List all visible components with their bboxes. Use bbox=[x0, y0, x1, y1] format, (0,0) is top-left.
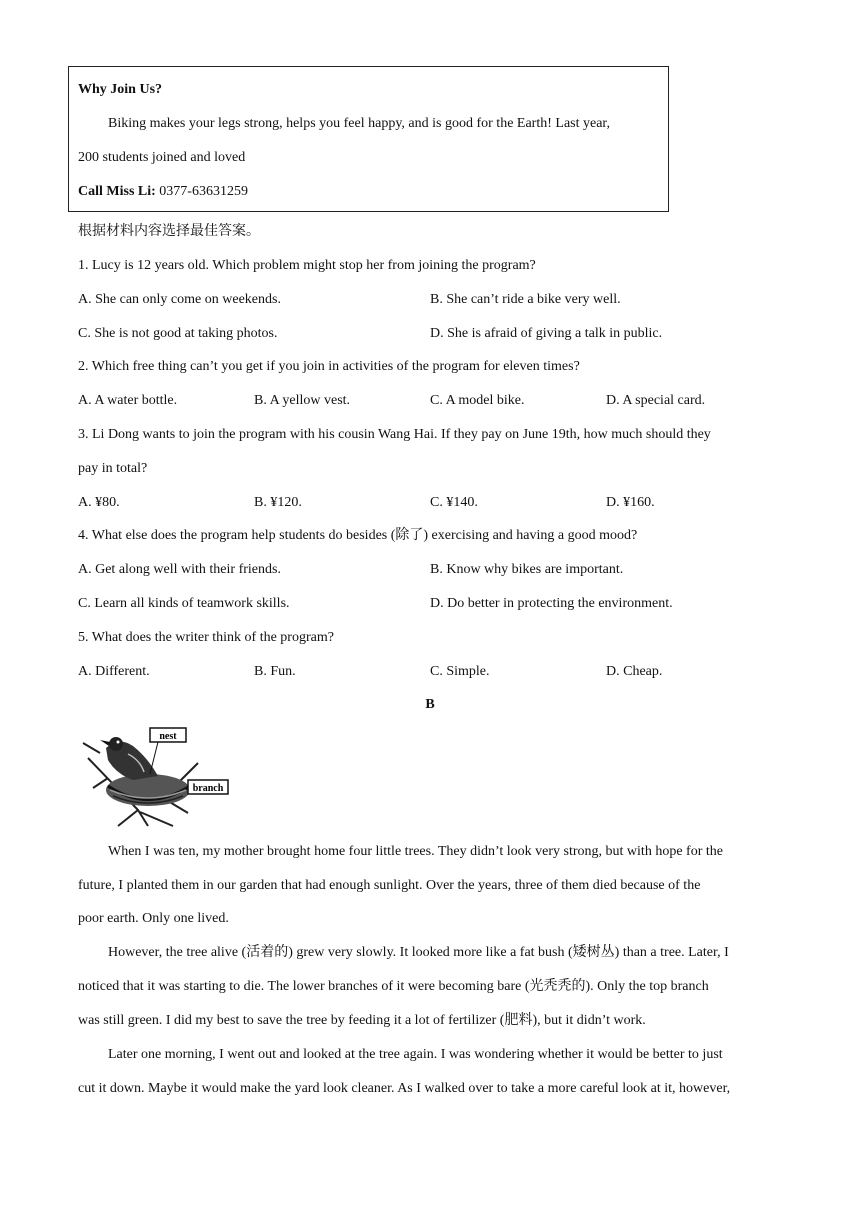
passage-line-4: However, the tree alive (活着的) grew very slowly. It looked more like a fat bush (矮树丛) than a tree. Later, I bbox=[108, 945, 729, 960]
q5-option-c: C. Simple. bbox=[430, 664, 490, 679]
passage-line-1: When I was ten, my mother brought home four little trees. They didn’t look very strong, but with hope for the bbox=[108, 844, 723, 859]
call-number: 0377-63631259 bbox=[155, 184, 248, 199]
q1-option-a: A. She can only come on weekends. bbox=[78, 292, 281, 307]
question-3-line1: 3. Li Dong wants to join the program with his cousin Wang Hai. If they pay on June 19th, how much should they bbox=[78, 427, 711, 442]
bird-nest-illustration bbox=[78, 718, 230, 828]
q2-option-c: C. A model bike. bbox=[430, 393, 525, 408]
question-5: 5. What does the writer think of the program? bbox=[78, 630, 334, 645]
q3-option-b: B. ¥120. bbox=[254, 495, 302, 510]
passage-line-3: poor earth. Only one lived. bbox=[78, 911, 229, 926]
passage-line-7: Later one morning, I went out and looked at the tree again. I was wondering whether it would be better to just bbox=[108, 1047, 723, 1062]
section-b-heading: B bbox=[425, 697, 435, 712]
q1-option-c: C. She is not good at taking photos. bbox=[78, 326, 278, 341]
passage-line-5: noticed that it was starting to die. The lower branches of it were becoming bare (光秃秃的). Only the top branch bbox=[78, 979, 709, 994]
q1-option-d: D. She is afraid of giving a talk in public. bbox=[430, 326, 663, 341]
question-4: 4. What else does the program help students do besides (除了) exercising and having a good mood? bbox=[78, 528, 638, 543]
q5-option-d: D. Cheap. bbox=[606, 664, 663, 679]
call-label: Call Miss Li: bbox=[78, 184, 156, 199]
instruction: 根据材料内容选择最佳答案。 bbox=[78, 224, 260, 239]
question-1: 1. Lucy is 12 years old. Which problem might stop her from joining the program? bbox=[78, 258, 536, 273]
question-2: 2. Which free thing can’t you get if you join in activities of the program for eleven times? bbox=[78, 359, 580, 374]
q2-option-d: D. A special card. bbox=[606, 393, 706, 408]
q2-option-b: B. A yellow vest. bbox=[254, 393, 351, 408]
box-body-line2: 200 students joined and loved bbox=[78, 150, 246, 165]
q3-option-a: A. ¥80. bbox=[78, 495, 120, 510]
passage-line-2: future, I planted them in our garden that had enough sunlight. Over the years, three of them died because of the bbox=[78, 878, 701, 893]
q4-option-b: B. Know why bikes are important. bbox=[430, 562, 624, 577]
q2-option-a: A. A water bottle. bbox=[78, 393, 178, 408]
q3-option-d: D. ¥160. bbox=[606, 495, 655, 510]
branch-label: branch bbox=[192, 783, 224, 794]
passage-line-8: cut it down. Maybe it would make the yard look cleaner. As I walked over to take a more careful look at it, however, bbox=[78, 1081, 731, 1096]
question-3-line2: pay in total? bbox=[78, 461, 148, 476]
nest-shape bbox=[106, 774, 190, 806]
nest-label: nest bbox=[159, 731, 177, 742]
passage-line-6: was still green. I did my best to save the tree by feeding it a lot of fertilizer (肥料), but it didn’t work. bbox=[78, 1013, 646, 1028]
box-contact bbox=[78, 183, 248, 201]
q1-option-b: B. She can’t ride a bike very well. bbox=[430, 292, 621, 307]
q4-option-d: D. Do better in protecting the environment. bbox=[430, 596, 673, 611]
q4-option-c: C. Learn all kinds of teamwork skills. bbox=[78, 596, 290, 611]
box-body-line1: Biking makes your legs strong, helps you feel happy, and is good for the Earth! Last year, bbox=[108, 116, 611, 131]
q5-option-b: B. Fun. bbox=[254, 664, 296, 679]
q3-option-c: C. ¥140. bbox=[430, 495, 478, 510]
q5-option-a: A. Different. bbox=[78, 664, 150, 679]
box-heading: Why Join Us? bbox=[78, 82, 163, 97]
q4-option-a: A. Get along well with their friends. bbox=[78, 562, 281, 577]
